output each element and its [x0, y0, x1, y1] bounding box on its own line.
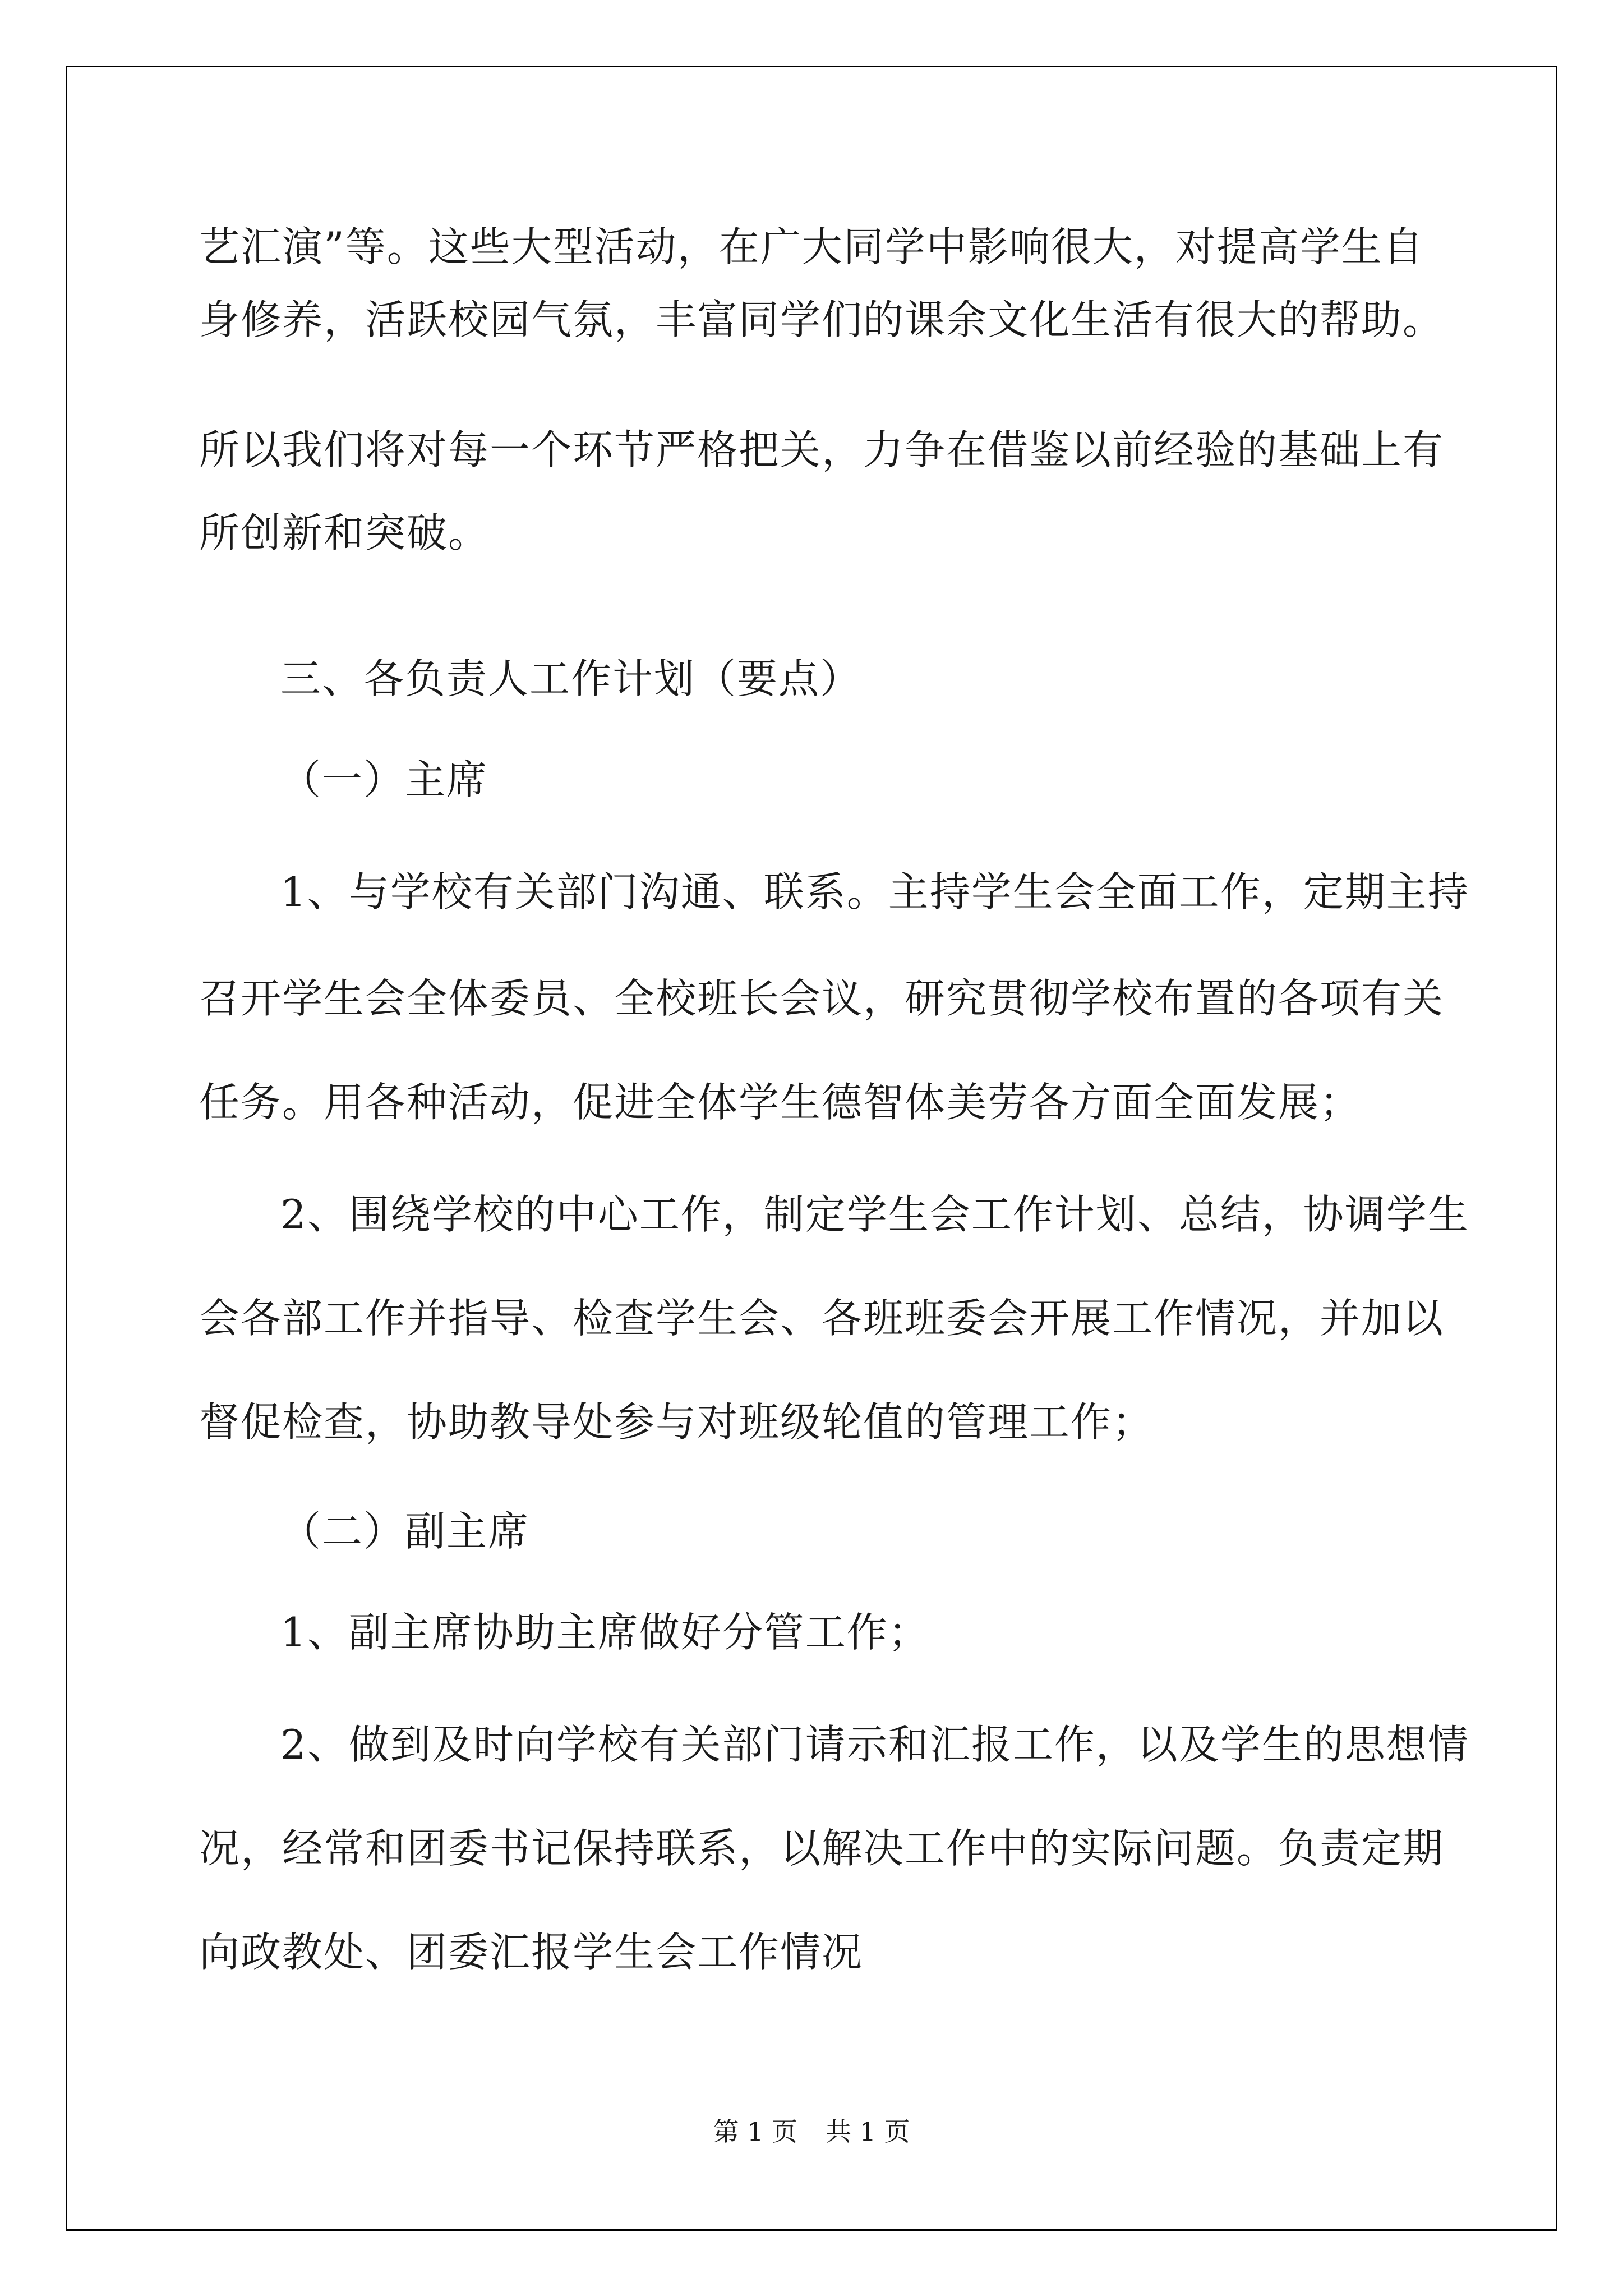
- paragraph-1-line-4: 所创新和突破。: [199, 509, 490, 556]
- page-number: 第 1 页: [713, 2116, 797, 2147]
- chairman-item-1-line-3: 任务。用各种活动，促进全体学生德智体美劳各方面全面发展；: [199, 1079, 1362, 1126]
- subheading-chairman: （一）主席: [280, 756, 488, 803]
- section-heading-3: 三、各负责人工作计划（要点）: [280, 655, 862, 702]
- paragraph-1-line-1: 艺汇演”等。这些大型活动，在广大同学中影响很大，对提高学生自: [199, 223, 1424, 270]
- paragraph-1-line-3: 所以我们将对每一个环节严格把关，力争在借鉴以前经验的基础上有: [199, 426, 1445, 473]
- chairman-item-2-line-1: 2、围绕学校的中心工作，制定学生会工作计划、总结，协调学生: [280, 1191, 1469, 1238]
- page-footer: [0, 2115, 1623, 2148]
- vice-item-2-line-3: 向政教处、团委汇报学生会工作情况: [199, 1929, 864, 1976]
- vice-item-1-line-1: 1、副主席协助主席做好分管工作；: [280, 1609, 930, 1656]
- vice-item-2-line-2: 况，经常和团委书记保持联系，以解决工作中的实际问题。负责定期: [199, 1825, 1445, 1872]
- chairman-item-2-line-2: 会各部工作并指导、检查学生会、各班班委会开展工作情况，并加以: [199, 1295, 1445, 1342]
- chairman-item-1-line-2: 召开学生会全体委员、全校班长会议，研究贯彻学校布置的各项有关: [199, 975, 1445, 1022]
- chairman-item-1-line-1: 1、与学校有关部门沟通、联系。主持学生会全面工作，定期主持: [280, 868, 1469, 915]
- page-total: 共 1 页: [826, 2116, 910, 2147]
- page-border: [66, 66, 1557, 2231]
- vice-item-2-line-1: 2、做到及时向学校有关部门请示和汇报工作，以及学生的思想情: [280, 1721, 1469, 1768]
- subheading-vice-chairman: （二）副主席: [280, 1508, 530, 1555]
- chairman-item-2-line-3: 督促检查，协助教导处参与对班级轮值的管理工作；: [199, 1398, 1154, 1446]
- paragraph-1-line-2: 身修养，活跃校园气氛，丰富同学们的课余文化生活有很大的帮助。: [199, 296, 1445, 343]
